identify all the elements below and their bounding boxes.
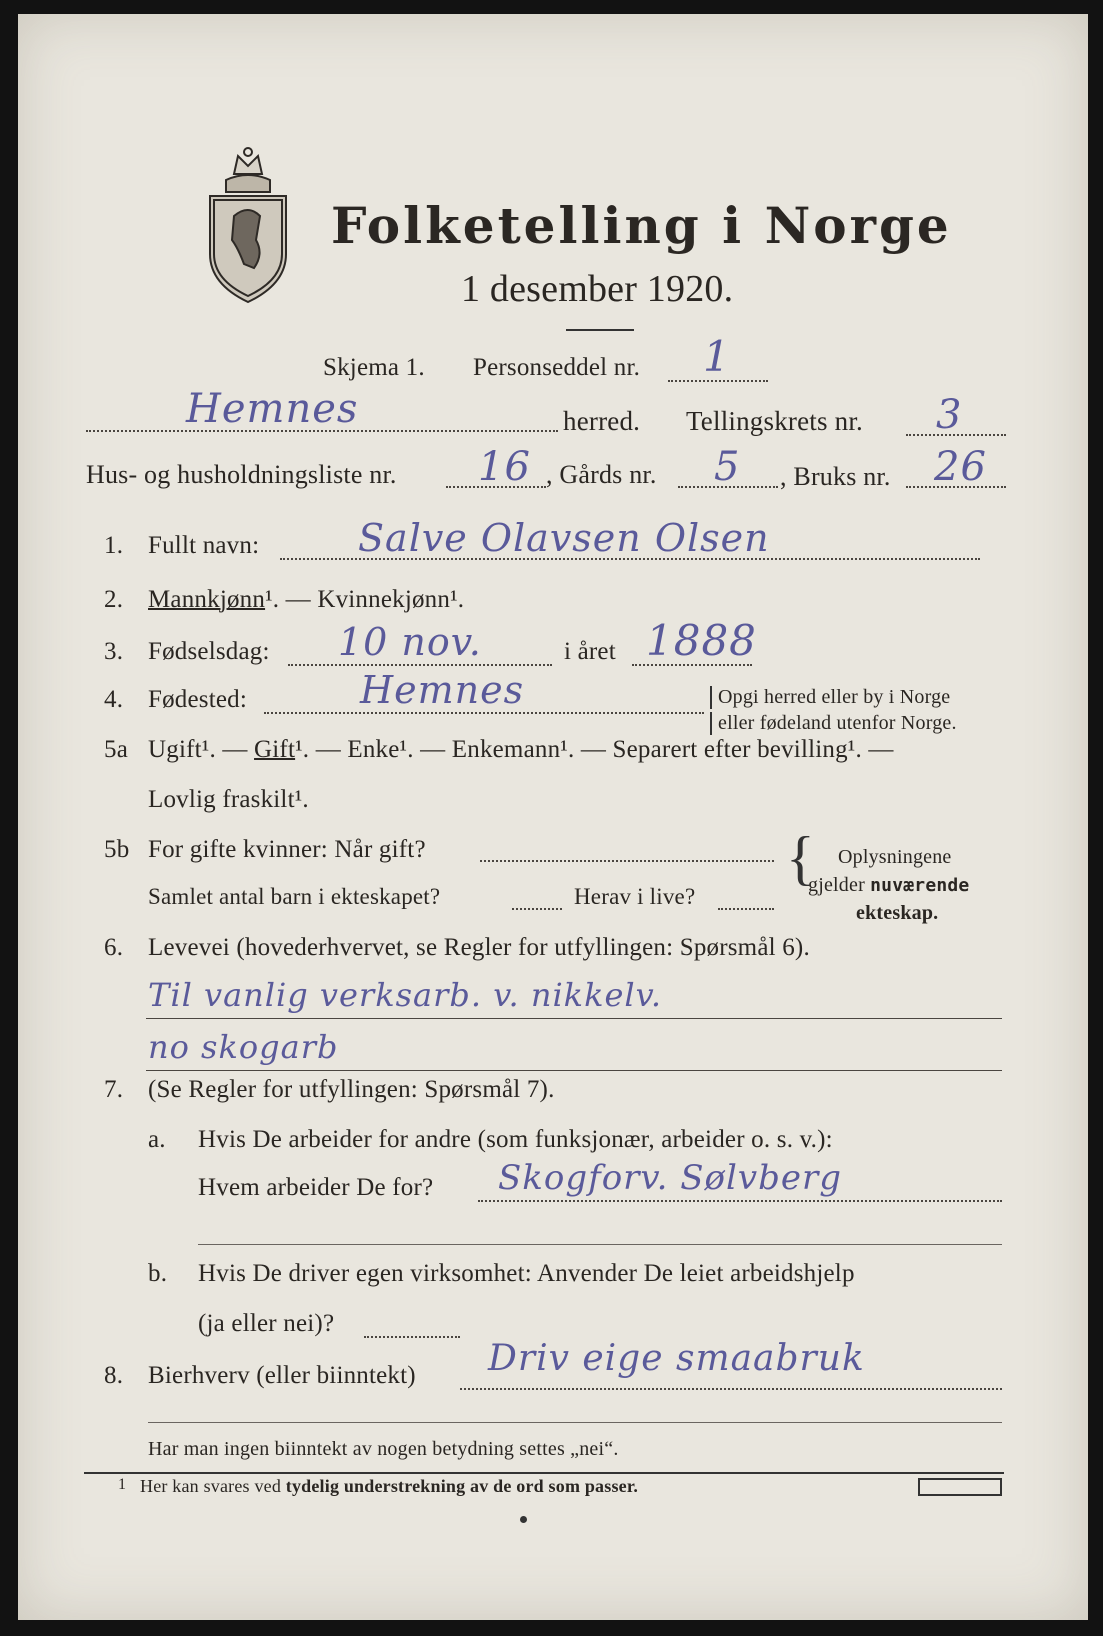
footnote-text-a: Her kan svares ved (140, 1476, 286, 1496)
q5a-gift-option: Gift (254, 736, 296, 763)
q7-number: 7. (104, 1076, 124, 1103)
footnote-text (140, 1476, 638, 1497)
coat-of-arms-icon (204, 144, 292, 306)
q7-label: (Se Regler for utfyllingen: Spørsmål 7). (148, 1076, 555, 1103)
q3-label: Fødselsdag: (148, 638, 270, 665)
q4-line (264, 712, 704, 714)
q4-note-line1: Opgi herred eller by i Norge (710, 686, 950, 709)
footer-divider (84, 1472, 1004, 1474)
q7b-line (364, 1336, 460, 1338)
q5b-brace: { (786, 825, 815, 891)
q5a-number: 5a (104, 736, 128, 763)
q3-year-label: i året (564, 638, 616, 665)
herred-label: herred. (563, 406, 641, 436)
q5b-line1: For gifte kvinner: Når gift? (148, 836, 426, 863)
title-divider (566, 329, 634, 331)
herred-value: Hemnes (186, 386, 359, 432)
q1-value: Salve Olavsen Olsen (358, 516, 770, 560)
skjema-label: Skjema 1. (323, 354, 425, 381)
q8-number: 8. (104, 1362, 124, 1389)
gards-value: 5 (714, 444, 741, 490)
census-date: 1 desember 1920. (461, 268, 734, 310)
q4-number: 4. (104, 686, 124, 713)
q4-label: Fødested: (148, 686, 248, 713)
hus-label: Hus- og husholdningsliste nr. (86, 460, 397, 489)
q2-number: 2. (104, 586, 124, 613)
q5b-note2 (808, 874, 969, 897)
q2-sep: ¹. — (265, 586, 318, 613)
q1-number: 1. (104, 532, 124, 559)
q6-line2 (146, 1070, 1002, 1071)
q5b-when-line (480, 860, 774, 862)
herred-line (86, 430, 558, 432)
bruks-value: 26 (934, 444, 987, 490)
q2-options (148, 586, 464, 614)
q6-value-line1: Til vanlig verksarb. v. nikkelv. (148, 976, 663, 1014)
q5b-alive-label: Herav i live? (574, 884, 696, 909)
q7b-letter: b. (148, 1260, 168, 1287)
tellingskrets-label: Tellingskrets nr. (686, 406, 863, 436)
q5a-line2: Lovlig fraskilt¹. (148, 786, 309, 813)
q2-end: ¹. (450, 586, 465, 613)
q7a-line2: Hvem arbeider De for? (198, 1174, 434, 1201)
q8-value: Driv eige smaabruk (488, 1338, 865, 1379)
q4-note-line2: eller fødeland utenfor Norge. (710, 712, 957, 735)
q3-line (288, 664, 552, 666)
personseddel-label: Personseddel nr. (473, 354, 641, 381)
q7a-value: Skogforv. Sølvberg (498, 1158, 842, 1198)
footnote-text-b: tydelig understrekning av de ord som passer. (285, 1476, 639, 1496)
q5b-note2b: nuværende (870, 875, 970, 896)
dot-mark (520, 1516, 527, 1523)
q5b-note3: ekteskap. (856, 902, 939, 924)
page-title: Folketelling i Norge (331, 196, 952, 255)
q8-line (460, 1388, 1002, 1390)
q6-value-line2: no skogarb (148, 1028, 339, 1066)
q5b-children-line (512, 908, 562, 910)
q5a-post: ¹. — Enke¹. — Enkemann¹. — Separert efter bevilling¹. — (295, 736, 894, 763)
q7b-line2: (ja eller nei)? (198, 1310, 335, 1337)
q8-label: Bierhverv (eller biinntekt) (148, 1362, 416, 1389)
q5b-note1: Oplysningene (838, 846, 952, 868)
q6-line1 (146, 1018, 1002, 1019)
q3-number: 3. (104, 638, 124, 665)
q7a-line1: Hvis De arbeider for andre (som funksjonær, arbeider o. s. v.): (198, 1126, 833, 1153)
q3-year-value: 1888 (646, 616, 757, 665)
gards-label-text: , Gårds nr. (546, 460, 657, 489)
footer-note: Har man ingen biinntekt av nogen betydning settes „nei“. (148, 1438, 619, 1460)
tellingskrets-value: 3 (936, 392, 963, 438)
q2-female-option: Kvinnekjønn (317, 586, 451, 613)
q7a-line (478, 1200, 1002, 1202)
q7a-letter: a. (148, 1126, 166, 1153)
personseddel-value: 1 (703, 332, 731, 381)
q5b-note2a: gjelder (808, 874, 871, 896)
hus-value: 16 (478, 444, 531, 490)
footnote-number: 1 (118, 1476, 127, 1493)
q5b-alive-line (718, 908, 774, 910)
printer-stamp (918, 1478, 1002, 1496)
q3-value: 10 nov. (338, 620, 482, 664)
q5b-children-label: Samlet antal barn i ekteskapet? (148, 884, 441, 909)
q6-label: Levevei (hovederhvervet, se Regler for utfyllingen: Spørsmål 6). (148, 934, 810, 961)
q4-value: Hemnes (360, 668, 525, 712)
bruks-label: , Bruks nr. (780, 462, 891, 491)
q7b-line1: Hvis De driver egen virksomhet: Anvender De leiet arbeidshjelp (198, 1260, 855, 1287)
q5b-number: 5b (104, 836, 130, 863)
q8-extra-line (148, 1422, 1002, 1423)
q5a-pre: Ugift¹. — (148, 736, 248, 763)
q7a-extra-line (198, 1244, 1002, 1245)
census-form (18, 14, 1088, 1620)
q1-label: Fullt navn: (148, 532, 260, 559)
q5a-options (148, 736, 894, 764)
q6-number: 6. (104, 934, 124, 961)
q2-male-option: Mannkjønn (148, 586, 266, 613)
